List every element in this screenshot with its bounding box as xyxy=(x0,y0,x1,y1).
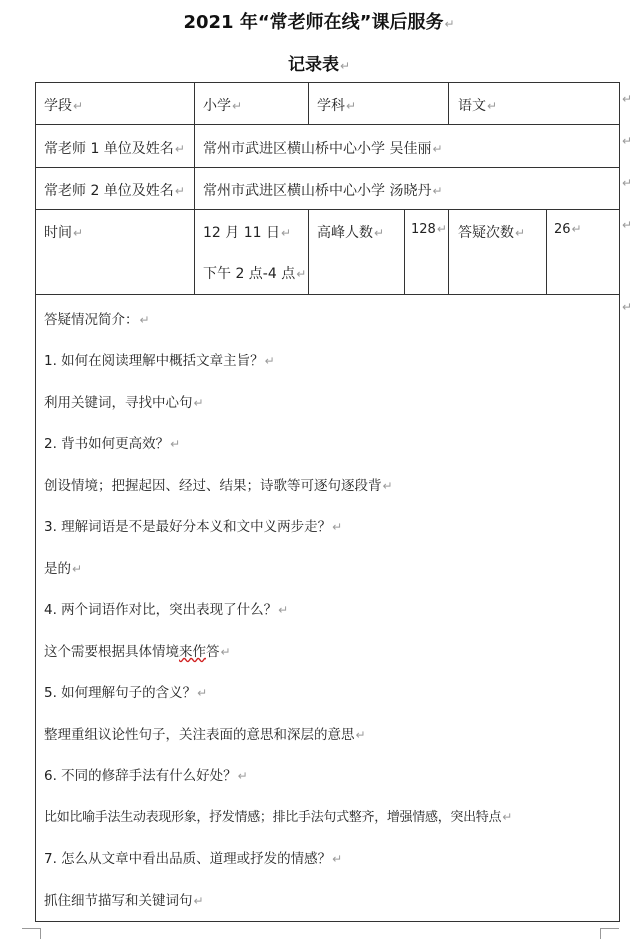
page-corner-mark xyxy=(22,928,41,939)
paragraph-mark-icon: ↵ xyxy=(444,17,455,31)
question-1: 1. 如何在阅读理解中概括文章主旨？↵ xyxy=(44,353,275,369)
answer-7: 抓住细节描写和关键词句↵ xyxy=(44,893,204,909)
answer-2: 创设情境；把握起因、经过、结果；诗歌等可逐句逐段背↵ xyxy=(44,478,393,494)
stage-value: 小学↵ xyxy=(203,98,243,114)
table-rule xyxy=(36,294,619,295)
table-rule xyxy=(308,209,309,294)
table-rule xyxy=(448,209,449,294)
time-label: 时间↵ xyxy=(44,225,84,241)
spellcheck-mark: 来作 xyxy=(179,644,206,660)
table-rule xyxy=(546,209,547,294)
paragraph-mark-icon: ↵ xyxy=(339,59,351,73)
row-end-mark-icon: ↵ xyxy=(622,134,633,148)
answer-4: 这个需要根据具体情境来作答↵ xyxy=(44,644,231,660)
qa-count-value: 26↵ xyxy=(554,222,582,237)
page-corner-mark xyxy=(600,928,619,939)
stage-label: 学段↵ xyxy=(44,98,84,114)
subject-label: 学科↵ xyxy=(317,98,357,114)
question-3: 3. 理解词语是不是最好分本义和文中义两步走？↵ xyxy=(44,519,343,535)
teacher2-value: 常州市武进区横山桥中心小学 汤晓丹↵ xyxy=(203,183,443,199)
table-rule xyxy=(194,83,195,294)
teacher2-label: 常老师 2 单位及姓名↵ xyxy=(44,183,185,199)
date-value: 12 月 11 日↵ xyxy=(203,225,292,241)
table-rule xyxy=(36,124,619,125)
table-rule xyxy=(36,167,619,168)
question-2: 2. 背书如何更高效？↵ xyxy=(44,436,181,452)
answer-5: 整理重组议论性句子，关注表面的意思和深层的意思↵ xyxy=(44,727,366,743)
time-value: 下午 2 点-4 点↵ xyxy=(203,266,307,282)
table-rule xyxy=(404,209,405,294)
question-5: 5. 如何理解句子的含义？↵ xyxy=(44,685,208,701)
table-rule xyxy=(448,83,449,124)
table-rule xyxy=(308,83,309,124)
teacher1-value: 常州市武进区横山桥中心小学 吴佳丽↵ xyxy=(203,141,443,157)
peak-value: 128↵ xyxy=(411,222,447,237)
answer-6: 比如比喻手法生动表现形象，抒发情感；排比手法句式整齐，增强情感，突出特点↵ xyxy=(44,810,512,825)
record-table xyxy=(35,82,620,922)
teacher1-label: 常老师 1 单位及姓名↵ xyxy=(44,141,185,157)
document-title: 2021 年“常老师在线”课后服务↵ xyxy=(183,12,455,33)
row-end-mark-icon: ↵ xyxy=(622,218,633,232)
answer-3: 是的↵ xyxy=(44,561,83,577)
question-4: 4. 两个词语作对比，突出表现了什么？↵ xyxy=(44,602,289,618)
subject-value: 语文↵ xyxy=(458,98,498,114)
table-rule xyxy=(36,209,619,210)
row-end-mark-icon: ↵ xyxy=(622,176,633,190)
question-6: 6. 不同的修辞手法有什么好处？↵ xyxy=(44,768,248,784)
qa-count-label: 答疑次数↵ xyxy=(458,225,526,241)
row-end-mark-icon: ↵ xyxy=(622,300,633,314)
peak-label: 高峰人数↵ xyxy=(317,225,385,241)
summary-heading: 答疑情况简介：↵ xyxy=(44,312,150,328)
document-subtitle: 记录表↵ xyxy=(287,55,351,75)
question-7: 7. 怎么从文章中看出品质、道理或抒发的情感？↵ xyxy=(44,851,343,867)
answer-1: 利用关键词，寻找中心句↵ xyxy=(44,395,204,411)
row-end-mark-icon: ↵ xyxy=(622,92,633,106)
